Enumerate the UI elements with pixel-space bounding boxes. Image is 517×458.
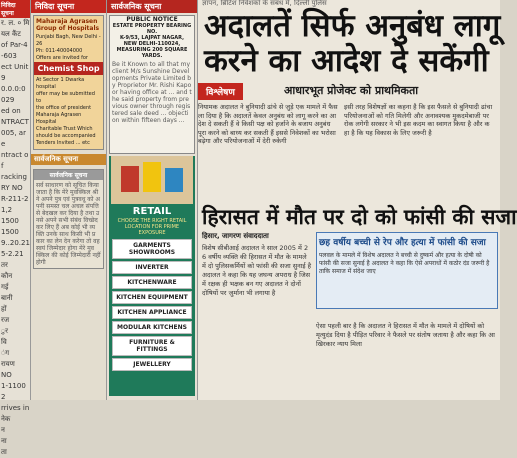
left-line: 1500 (1, 228, 19, 236)
notice-property (110, 23, 194, 59)
left-line: बानी (1, 294, 13, 302)
left-line: रज (1, 316, 10, 324)
hospital-ad (33, 15, 104, 150)
tender-header: निविदा सूचना (31, 0, 106, 13)
ad-tail-line: At Sector 1 Dwarka hospital (36, 77, 85, 90)
ad-line: Offers are invited for (36, 55, 88, 61)
top-strip: ज्ञापन, ब्रिटिश निवेशकों के संबंध में, दिल्ली पुलिस (202, 0, 327, 7)
left-line: रायण (1, 360, 15, 368)
left-line: कौन (1, 272, 13, 280)
retail-item: MODULAR KITCHENS (112, 321, 192, 334)
notice-line: ESTATE PROPERTY BEARING NO. (112, 23, 192, 35)
retail-ad (109, 156, 195, 396)
left-line: ता (1, 448, 7, 456)
left-body-text: नियामक अदालत ने बुनियादी ढांचे से जुड़े एक मामले में फैसला दिया है कि अदालतें केवल अनुबंध को लागू करने का आदेश दे सकती हैं वे किसी पक्ष को हर्जाने के बजाय अनुबंध पूरा करने को बाध्य कर सकती हैं इससे निवेशकों का भरोसा बढ़ेगा और परियोजनाओं में देरी रुकेगी (198, 103, 338, 145)
public-notice-title: PUBLIC NOTICE (126, 16, 178, 23)
left-line: गई (1, 283, 9, 291)
left-line: न (1, 426, 5, 434)
notice-line: NEW DELHI-110024, (123, 41, 181, 47)
left-line: NTRACT (1, 118, 29, 126)
left-line: यल कैंट (1, 30, 21, 38)
left-header: निविदा सूचना (0, 0, 30, 18)
notice-header: सार्वजनिक सूचना (34, 170, 103, 180)
left-text (0, 18, 30, 458)
retail-item: KITCHEN EQUIPMENT (112, 291, 192, 304)
retail-items (109, 239, 195, 371)
retail-item: KITCHENWARE (112, 276, 192, 289)
retail-item: FURNITURE & FITTINGS (112, 336, 192, 356)
retail-item: GARMENTS SHOWROOMS (112, 239, 192, 259)
left-line: ुर (1, 327, 9, 335)
notice-line: MEASURING 200 SQUARE YARDS. (116, 47, 188, 59)
left-line: R-211-2 (1, 195, 29, 203)
notice-text: सर्व साधारण को सूचित किया जाता है कि मेरे मुवक्किल श्री ने अपने पुत्र एवं पुत्रवधू को अपनी समस्त चल अचल संपत्ति से बेदखल कर दिया है तथा उनसे अपने सभी संबंध विच्छेद कर लिए हैं अब कोई भी व्यक्ति उनके साथ किसी भी प्रकार का लेन देन करेगा तो वह स्वयं जिम्मेदार होगा मेरे मुवक्किल की कोई जिम्मेदारी नहीं होगी (36, 182, 101, 266)
left-line: 0.0.0:0029 (1, 85, 26, 104)
ad-line: Ph: 011-40004000 (36, 48, 83, 54)
left-line: वि (1, 338, 7, 346)
ad-tail-line: the office of president (36, 105, 92, 111)
second-headline: हिरासत में मौत पर दो को फांसी की सजा (202, 205, 517, 229)
left-line: ntract of (1, 151, 29, 170)
box-bottom-text: ऐसा पहली बार है कि अदालत ने हिरासत में मौत के मामले में दोषियों को मृत्युदंड दिया है पीड़ित परिवार ने फैसले पर संतोष जताया है और कहा कि आखिरकार न्याय मिला (316, 322, 495, 348)
second-body: विशेष सीबीआई अदालत ने साल 2005 में 26 वर्षीय व्यक्ति की हिरासत में मौत के मामले में दो पुलिसकर्मियों को फांसी की सजा सुनाई है अदालत ने कहा कि यह जघन्य अपराध है जिसमें रक्षक ही भक्षक बन गए अदालत ने दोनों दोषियों पर जुर्माना भी लगाया है (202, 244, 312, 297)
left-line: ना (1, 437, 7, 445)
left-line: ect Unit 9 (1, 63, 29, 82)
left-line: racking (1, 173, 27, 181)
main-headline-1: अदालतें सिर्फ अनुबंध लागू (204, 8, 501, 44)
ad-column (31, 0, 107, 400)
box-text: पलवल के मामले में विशेष अदालत ने बच्ची से दुष्कर्म और हत्या के दोषी को फांसी की सजा सुनाई है अदालत ने कहा कि ऐसे अपराधों में कठोर दंड जरूरी है ताकि समाज में संदेश जाए (319, 252, 490, 275)
ad-tail-line: offer may be submitted to (36, 91, 95, 104)
ad-title: Maharaja Agrasen Group of Hospitals (36, 18, 100, 32)
left-line: 1,2 (1, 206, 13, 214)
left-line: of Par-4-603 (1, 41, 28, 60)
public-notice-tag: सार्वजनिक सूचना (107, 0, 197, 13)
ad-tail-line: should be accompanied (36, 133, 96, 139)
chemist-shop: Chemist Shop (34, 62, 103, 75)
left-line: ed on (1, 107, 21, 115)
left-line: rrives in (1, 404, 30, 412)
retail-item: JEWELLERY (112, 358, 192, 371)
box-title: छह वर्षीय बच्ची से रेप और हत्या में फांसी की सजा (319, 238, 486, 248)
retail-subtitle: CHOOSE THE RIGHT RETAIL LOCATION FOR PRIME EXPOSURE (117, 218, 187, 236)
left-line: RY NO (1, 184, 23, 192)
left-line: हों (1, 305, 7, 313)
left-line: 1500 (1, 217, 19, 225)
notice-column (107, 0, 198, 400)
left-line: नेक (1, 415, 11, 423)
main-article (198, 0, 517, 400)
left-line: NO (1, 371, 12, 379)
shopping-bags-image (111, 156, 193, 204)
ad-lines (34, 34, 103, 62)
left-column (0, 0, 31, 456)
left-line: 1-11002 (1, 382, 26, 401)
notice-line: K-9/53, LAJPAT NAGAR, (119, 35, 185, 41)
retail-item: KITCHEN APPLIANCE (112, 306, 192, 319)
retail-item: INVERTER (112, 261, 192, 274)
main-headline-2: करने का आदेश दे सकेंगी (204, 43, 489, 79)
analysis-section (198, 79, 500, 204)
left-line: तर (1, 261, 8, 269)
right-body-text: इसी तरह विशेषज्ञों का कहना है कि इस फैसले से बुनियादी ढांचा परियोजनाओं को गति मिलेगी और अनावश्यक मुकदमेबाजी पर रोक लगेगी सरकार ने भी इस कदम का स्वागत किया है और कहा है कि यह विकास के लिए जरूरी है (344, 103, 493, 137)
ad-line: Punjabi Bagh, New Delhi - 26 (36, 34, 101, 47)
left-line: र. ल. ० मि (1, 19, 30, 27)
dateline: हिसार, जागरण संवाददाता (202, 232, 269, 240)
sub-headline: आधारभूत प्रोजेक्ट को प्राथमिकता (284, 84, 419, 97)
ad-tail-line: Tenders Invited ... etc (36, 140, 90, 146)
ad-tail-line: Charitable Trust Which (36, 126, 93, 132)
retail-title: RETAIL (132, 206, 172, 217)
ad-tail-line: Maharaja Agrasen Hospital (36, 112, 82, 125)
left-line: 005, are (1, 129, 26, 148)
public-notice (109, 15, 195, 154)
notice-box (33, 169, 104, 269)
analysis-tag: विश्लेषण (198, 83, 243, 100)
ad-tail (34, 75, 103, 149)
left-line: 5-2.21 (1, 250, 24, 258)
notice-body: Be it Known to all that my client M/s Sunshine Developments Private Limited by Proprietor Mr. Rishi Kapoor having office at ... and the said property from previous owner through registered sale deed ... objection within fifteen days ... (112, 61, 192, 124)
left-line: ंग (1, 349, 10, 357)
left-line: 9..20.21 (1, 239, 30, 247)
public-notice-header: सार्वजनिक सूचना (31, 154, 106, 165)
info-box (316, 232, 498, 309)
second-article (198, 230, 500, 400)
